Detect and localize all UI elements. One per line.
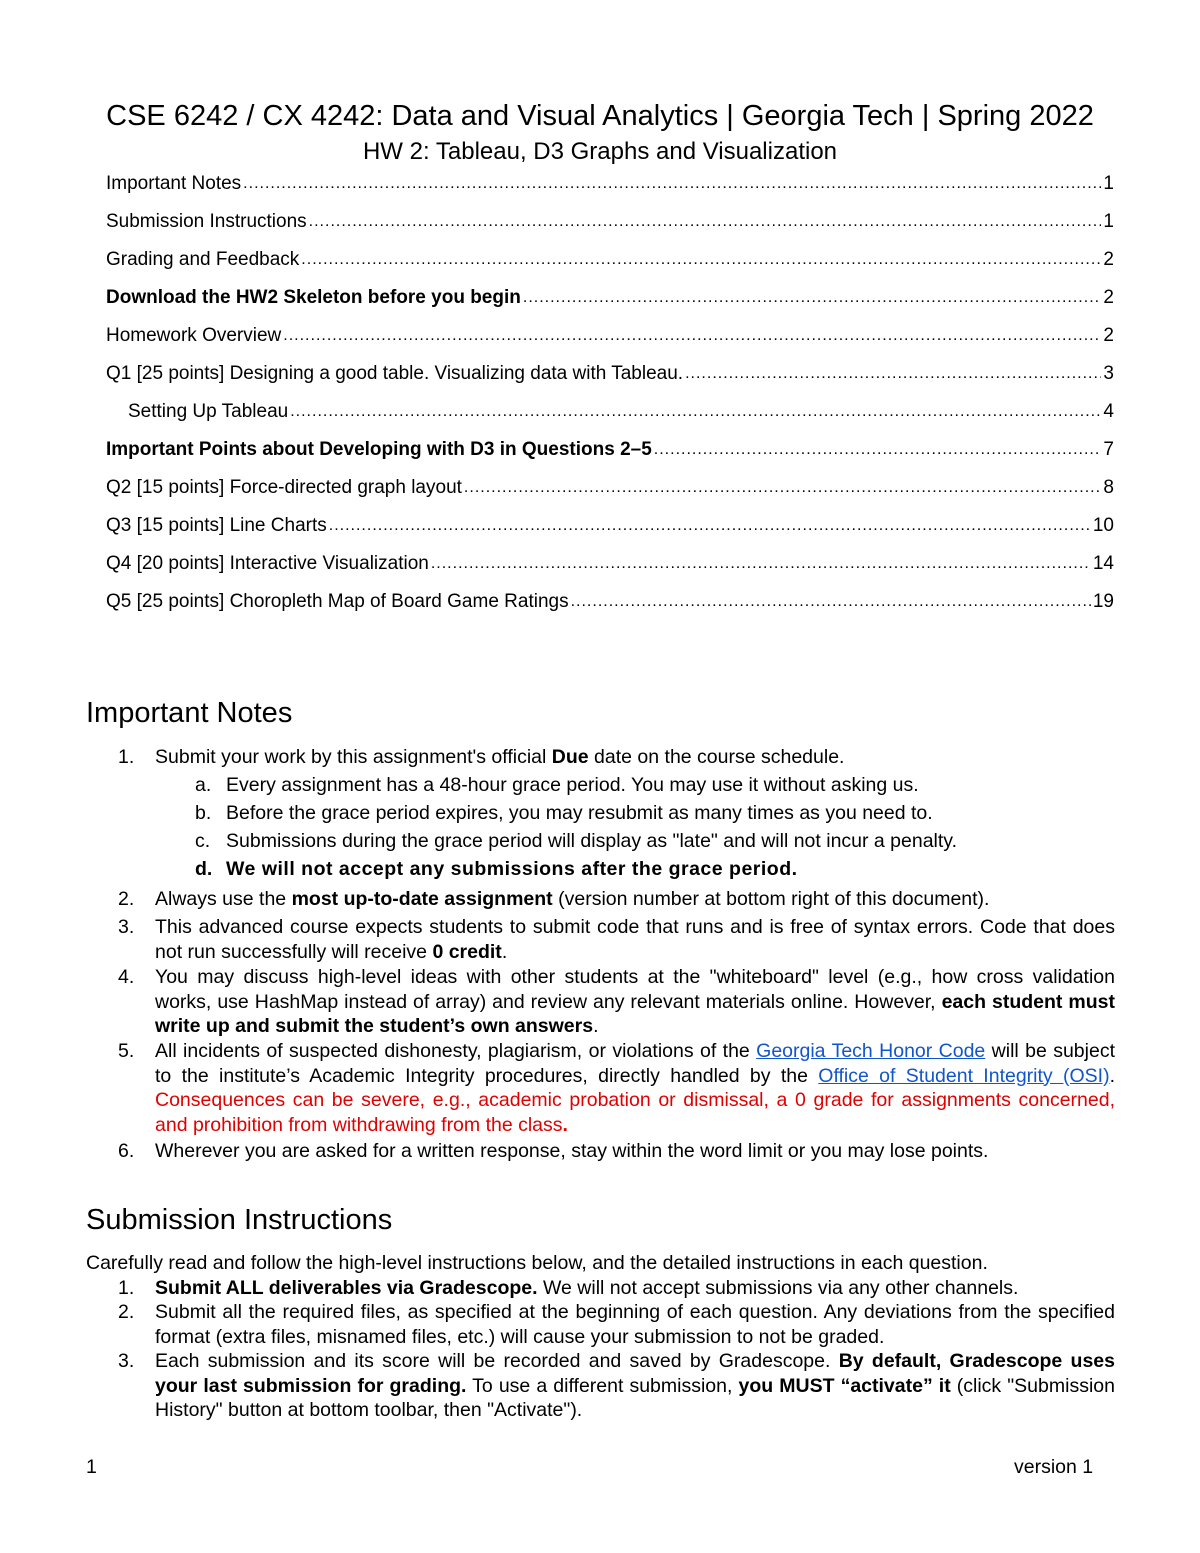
- sub-letter: d.: [195, 858, 213, 880]
- list-number: 2.: [118, 888, 135, 910]
- note-1: Submit your work by this assignment's official Due date on the course schedule.: [155, 746, 845, 768]
- toc-entry[interactable]: Grading and Feedback ..... 2: [106, 246, 1114, 272]
- note-3: This advanced course expects students to submit code that runs and is free of syntax errors. Code that does not run successfully will receive 0 credit.: [155, 916, 1115, 963]
- list-number: 6.: [118, 1140, 135, 1162]
- list-number: 1.: [118, 1277, 135, 1299]
- toc-entry[interactable]: Important Notes ..... 1: [106, 170, 1114, 196]
- submission-intro: Carefully read and follow the high-level instructions below, and the detailed instructions in each question.: [86, 1252, 988, 1274]
- submission-heading: Submission Instructions: [86, 1204, 393, 1236]
- course-title: CSE 6242 / CX 4242: Data and Visual Analytics | Georgia Tech | Spring 2022: [106, 100, 1094, 132]
- list-number: 3.: [118, 916, 135, 938]
- toc-entry[interactable]: Q5 [25 points] Choropleth Map of Board Game Ratings ..... 19: [106, 588, 1114, 614]
- sub-letter: c.: [195, 830, 211, 852]
- submission-1: Submit ALL deliverables via Gradescope. We will not accept submissions via any other channels.: [155, 1277, 1019, 1299]
- osi-link[interactable]: Office of Student Integrity (OSI): [818, 1064, 1110, 1087]
- toc-entry[interactable]: Setting Up Tableau ..... 4: [128, 398, 1114, 424]
- important-notes-heading: Important Notes: [86, 697, 293, 729]
- note-1b: Before the grace period expires, you may resubmit as many times as you need to.: [226, 802, 933, 824]
- hw-title: HW 2: Tableau, D3 Graphs and Visualization: [362, 138, 838, 165]
- version-label: version 1: [1014, 1456, 1094, 1478]
- toc-entry[interactable]: Q3 [15 points] Line Charts ..... 10: [106, 512, 1114, 538]
- toc-entry[interactable]: Submission Instructions ..... 1: [106, 208, 1114, 234]
- list-number: 2.: [118, 1301, 135, 1323]
- list-number: 5.: [118, 1040, 135, 1062]
- toc-entry[interactable]: Q4 [20 points] Interactive Visualization ..... 14: [106, 550, 1114, 576]
- toc-entry[interactable]: Q2 [15 points] Force-directed graph layout ..... 8: [106, 474, 1114, 500]
- submission-3: Each submission and its score will be recorded and saved by Gradescope. By default, Gradescope uses your last submission for grading. To use a different submission, you MUST “activate” it (click "Submission History" button at bottom toolbar, then "Activate").: [155, 1350, 1115, 1422]
- submission-2: Submit all the required files, as specified at the beginning of each question. Any deviations from the specified format (extra files, misnamed files, etc.) will cause your submission to not be graded.: [155, 1301, 1115, 1348]
- note-1c: Submissions during the grace period will display as "late" and will not incur a penalty.: [226, 830, 958, 852]
- list-number: 4.: [118, 966, 135, 988]
- sub-letter: a.: [195, 774, 212, 796]
- list-number: 3.: [118, 1350, 135, 1372]
- note-1a: Every assignment has a 48-hour grace period. You may use it without asking us.: [226, 774, 919, 796]
- honor-code-link[interactable]: Georgia Tech Honor Code: [756, 1040, 986, 1062]
- note-5: All incidents of suspected dishonesty, plagiarism, or violations of the Georgia Tech Honor Code will be subject to the institute’s Academic Integrity procedures, directly handled by the Office of Student Integrity (OSI). Consequences can be severe, e.g., academic probation or dismissal, a 0 grade for assignments concerned, and prohibition from withdrawing from the class.: [155, 1040, 1115, 1137]
- toc-entry[interactable]: Important Points about Developing with D3 in Questions 2–5 ..... 7: [106, 436, 1114, 462]
- note-6: Wherever you are asked for a written response, stay within the word limit or you may lose points.: [155, 1140, 989, 1162]
- sub-letter: b.: [195, 802, 212, 824]
- note-1d: We will not accept any submissions after the grace period.: [226, 858, 798, 880]
- note-2: Always use the most up-to-date assignment (version number at bottom right of this document).: [155, 888, 990, 910]
- page-number: 1: [86, 1456, 97, 1478]
- toc-entry[interactable]: Q1 [25 points] Designing a good table. Visualizing data with Tableau. ..... 3: [106, 360, 1114, 386]
- list-number: 1.: [118, 746, 135, 768]
- toc-entry[interactable]: Homework Overview ..... 2: [106, 322, 1114, 348]
- toc-entry[interactable]: Download the HW2 Skeleton before you begin ..... 2: [106, 284, 1114, 310]
- note-4: You may discuss high-level ideas with other students at the "whiteboard" level (e.g., how cross validation works, use HashMap instead of array) and review any relevant materials online. However, each student must write up and submit the student’s own answers.: [155, 966, 1115, 1038]
